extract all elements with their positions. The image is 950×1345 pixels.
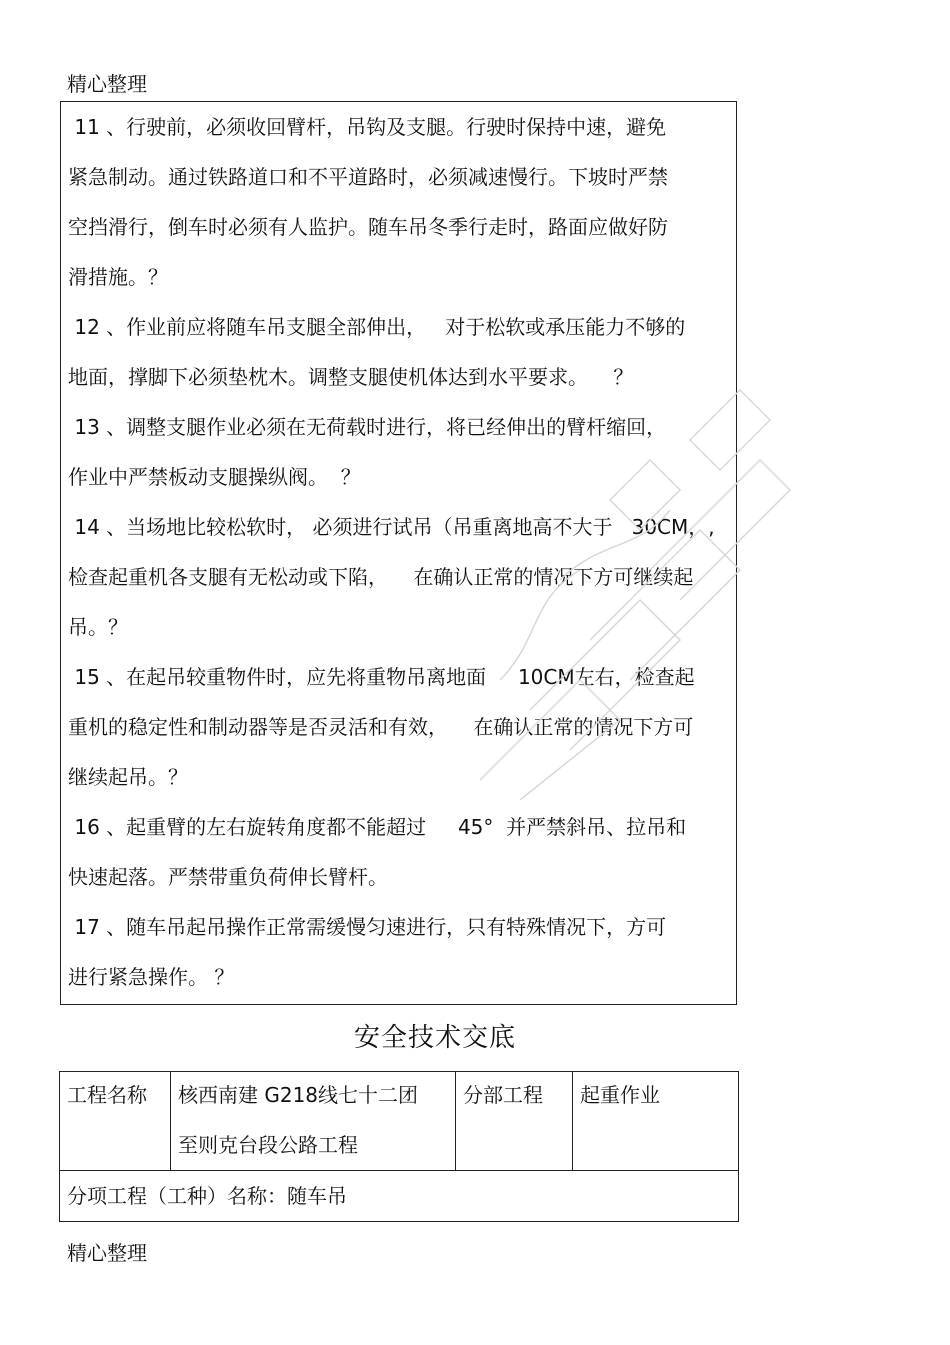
paragraph-line: 紧急制动。通过铁路道口和不平道路时，必须减速慢行。下坡时严禁 (68, 165, 668, 189)
paragraph-line: 13 、调整支腿作业必须在无荷载时进行，将已经伸出的臂杆缩回， (68, 415, 667, 439)
paragraph-line: 15 、在起吊较重物件时，应先将重物吊离地面 10CM左右，检查起 (68, 665, 695, 689)
footer-note: 精心整理 (67, 1241, 147, 1265)
paragraph-line: 进行紧急操作。 ？ (68, 965, 235, 989)
content-box (60, 101, 737, 1005)
sub-project-label: 分部工程 (456, 1072, 573, 1171)
paragraph-line: 快速起落。严禁带重负荷伸长臂杆。 (68, 865, 388, 889)
paragraph-line: 滑措施。？ (68, 265, 168, 289)
paragraph-line: 11 、行驶前，必须收回臂杆，吊钩及支腿。行驶时保持中速，避免 (68, 115, 667, 139)
project-name-value: 核西南建 G218线七十二团 至则克台段公路工程 (171, 1072, 456, 1171)
paragraph-line: 检查起重机各支腿有无松动或下陷， 在确认正常的情况下方可继续起 (68, 565, 694, 589)
paragraph-line: 地面，撑脚下必须垫枕木。调整支腿使机体达到水平要求。 ？ (68, 365, 634, 389)
paragraph-line: 16 、起重臂的左右旋转角度都不能超过 45° 并严禁斜吊、拉吊和 (68, 815, 687, 839)
paragraph-line: 继续起吊。？ (68, 765, 188, 789)
section-title: 安全技术交底 (353, 1023, 516, 1053)
table-row (60, 1072, 739, 1171)
paragraph-line: 12 、作业前应将随车吊支腿全部伸出， 对于松软或承压能力不够的 (68, 315, 686, 339)
paragraph-line: 14 、当场地比较松软时， 必须进行试吊（吊重离地高不大于 30CM，, (68, 515, 715, 539)
header-note: 精心整理 (67, 72, 147, 96)
sub-project-value: 起重作业 (573, 1072, 739, 1171)
project-info-table (59, 1071, 739, 1222)
paragraph-line: 吊。？ (68, 615, 128, 639)
paragraph-line: 空挡滑行，倒车时必须有人监护。随车吊冬季行走时，路面应做好防 (68, 215, 668, 239)
paragraph-line: 17 、随车吊起吊操作正常需缓慢匀速进行，只有特殊情况下，方可 (68, 915, 667, 939)
project-name-label: 工程名称 (60, 1072, 171, 1171)
paragraph-line: 作业中严禁板动支腿操纵阀。 ？ (68, 465, 361, 489)
paragraph-line: 重机的稳定性和制动器等是否灵活和有效， 在确认正常的情况下方可 (68, 715, 694, 739)
item-name: 分项工程（工种）名称：随车吊 (60, 1171, 739, 1222)
table-row (60, 1171, 739, 1222)
